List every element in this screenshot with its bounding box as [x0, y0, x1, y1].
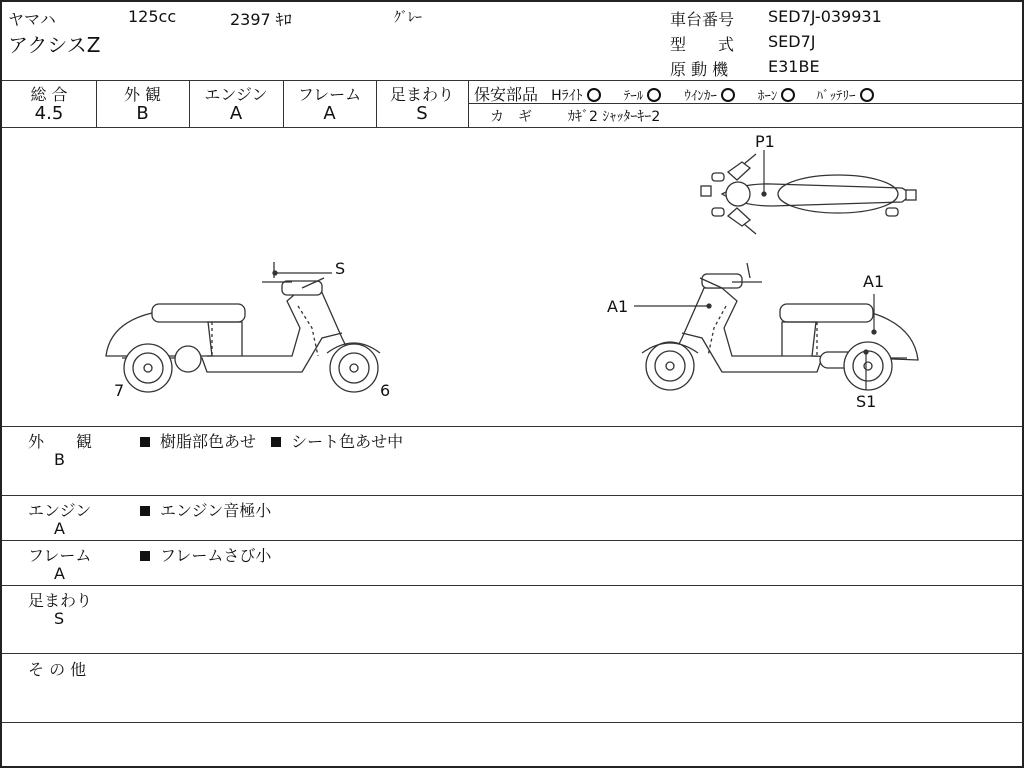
safety-label: 保安部品 [474, 85, 539, 104]
suspension-section-grade: S [54, 609, 65, 628]
exterior-grade: B [136, 103, 149, 124]
engine-model-label: 原 動 機 [670, 60, 729, 79]
frame-no: SED7J-039931 [768, 7, 882, 26]
other-section-label: そ の 他 [28, 660, 87, 679]
divider [2, 495, 1022, 496]
key-value: ｶｷﾞ2 ｼｬｯﾀｰｷｰ2 [568, 109, 661, 125]
ok-circle-icon [781, 88, 795, 102]
ok-circle-icon [587, 88, 601, 102]
mark-a1-right: A1 [863, 272, 885, 291]
engine-grade-label: エンジン [204, 85, 268, 104]
exterior-section-label: 外 観 [28, 432, 93, 451]
bullet-square-icon [140, 437, 150, 447]
engine-section-label: エンジン [28, 501, 92, 520]
engine-section-grade: A [54, 519, 65, 538]
note: フレームさび小 [160, 546, 272, 565]
key-label: カ ギ [490, 109, 532, 125]
mark-s: S [335, 259, 346, 278]
mark-7: 7 [114, 381, 125, 400]
suspension-grade-label: 足まわり [389, 85, 454, 104]
safety-parts-row [474, 82, 874, 105]
exterior-notes [140, 429, 403, 452]
safety-item: Hﾗｲﾄ [551, 88, 601, 104]
frame-no-label: 車台番号 [670, 10, 735, 29]
note: エンジン音極小 [160, 501, 272, 520]
mark-a1-left: A1 [607, 297, 629, 316]
suspension-section-label: 足まわり [28, 591, 93, 610]
engine-notes [140, 498, 271, 521]
exterior-section-grade: B [54, 450, 65, 469]
bullet-square-icon [271, 437, 281, 447]
bullet-square-icon [140, 551, 150, 561]
divider [2, 540, 1022, 541]
mark-s1: S1 [856, 392, 877, 411]
safety-item: ｳｲﾝｶｰ [684, 89, 735, 104]
mark-p1: P1 [755, 132, 775, 151]
maker: ヤマハ [8, 10, 56, 29]
divider [2, 426, 1022, 427]
engine-model: E31BE [768, 57, 820, 76]
safety-item: ﾊﾞｯﾃﾘｰ [817, 89, 874, 104]
safety-item: ﾃｰﾙ [624, 89, 662, 104]
bullet-square-icon [140, 506, 150, 516]
frame-section-grade: A [54, 564, 65, 583]
frame-grade-label: フレーム [297, 85, 362, 104]
mark-6: 6 [380, 381, 391, 400]
safety-item: ﾎｰﾝ [758, 89, 796, 104]
model-name: アクシスZ [8, 33, 101, 57]
mileage: 2397 ｷﾛ [230, 10, 292, 29]
ok-circle-icon [860, 88, 874, 102]
exterior-label: 外 観 [123, 85, 162, 104]
overall-grade: 4.5 [34, 103, 64, 124]
divider [2, 653, 1022, 654]
note: シート色あせ中 [291, 432, 404, 451]
divider [2, 722, 1022, 723]
overall-label: 総 合 [30, 85, 68, 104]
left-side-view [106, 262, 380, 392]
frame-grade: A [323, 103, 336, 124]
frame-section-label: フレーム [28, 546, 92, 565]
frame-notes [140, 543, 271, 566]
color: ｸﾞﾚｰ [394, 10, 422, 26]
displacement: 125cc [128, 7, 177, 26]
suspension-grade: S [416, 103, 428, 124]
top-view [701, 150, 916, 234]
ok-circle-icon [721, 88, 735, 102]
divider [2, 585, 1022, 586]
ok-circle-icon [647, 88, 661, 102]
type-value: SED7J [768, 32, 816, 51]
type-label: 型 式 [670, 35, 735, 54]
divider [2, 80, 1022, 81]
engine-grade: A [229, 103, 243, 124]
note: 樹脂部色あせ [160, 432, 257, 451]
